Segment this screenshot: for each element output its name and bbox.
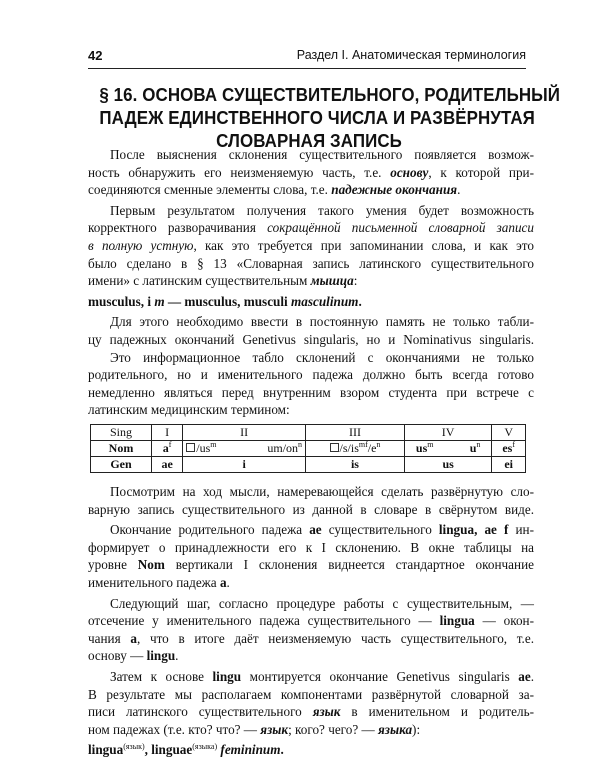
text-line: Посмотрим на ход мысли, намеревающейся сделать развёрнутую сло-	[110, 484, 534, 499]
table-cell: i	[183, 457, 306, 473]
text-line: уровне Nom вертикали I склонения виднеется стандартное окончание	[88, 557, 534, 573]
text-line: именительного падежа a.	[88, 575, 230, 590]
heading-line: ПАДЕЖ ЕДИНСТВЕННОГО ЧИСЛА И РАЗВЁРНУТАЯ	[99, 108, 535, 128]
table-row	[91, 425, 526, 441]
text-line: было сделано в § 13 «Словарная запись латинского существительного	[88, 255, 534, 271]
table-header-cell: III	[306, 425, 405, 441]
empty-ending-box	[330, 443, 339, 452]
table-row	[91, 457, 526, 473]
table-header-cell: I	[152, 425, 183, 441]
term-emphasis: основу	[390, 164, 429, 180]
dictionary-example: musculus, i m — musculus, musculi masculinum.	[88, 293, 362, 309]
empty-ending-box	[186, 443, 195, 452]
text-line: имени» с латинским существительным мышца:	[88, 273, 358, 289]
table-row-label: Nom	[91, 441, 152, 457]
page-header	[88, 46, 526, 69]
text-line: основу — lingu.	[88, 648, 179, 664]
table-row-label: Gen	[91, 457, 152, 473]
text-line: в полную устную, как это требуется при запоминании слова, и как это	[88, 238, 534, 253]
page-number: 42	[88, 48, 103, 63]
table-row-label: Sing	[91, 425, 152, 441]
term-emphasis: падежные окончания	[331, 182, 458, 198]
text-line: ность обнаружить его неизменяемую часть, т.е. основу, к которой при-	[88, 164, 534, 180]
text-line: цу падежных окончаний Genetivus singularis, но и Nominativus singularis.	[88, 332, 534, 347]
text-line: отсечение у именительного падежа существительного — lingua — окон-	[88, 613, 534, 629]
heading-line: СЛОВАРНАЯ ЗАПИСЬ	[216, 131, 402, 151]
text-line: ном падежах (т.е. кто? что? — язык; кого? чего? — языка):	[88, 721, 421, 737]
text-line: Следующий шаг, согласно процедуре работы с существительным, —	[110, 595, 534, 611]
table-cell: us	[404, 457, 492, 473]
text-line: Это информационное табло склонений с окончаниями не только	[110, 349, 534, 365]
dictionary-example: lingua$^{(язык)}$, linguae$^{(языка)}$ femininum.	[88, 742, 284, 758]
text-line: соединяются сменные элементы слова, т.е. падежные окончания.	[88, 182, 461, 198]
text-line: В результате мы располагаем компонентами развёрнутой словарной за-	[88, 686, 534, 702]
table-cell: $/s/is^{mf}/e^n$	[306, 441, 405, 457]
table-cell: is	[306, 457, 405, 473]
text-line: После выяснения склонения существительного появляется возмож-	[110, 147, 534, 162]
declension-table	[90, 424, 526, 473]
text-line: немедленно являться перед внутренним взором студента при встрече с	[88, 384, 534, 400]
running-section-title: Раздел I. Анатомическая терминология	[296, 48, 526, 62]
term-emphasis: мышца	[310, 273, 354, 289]
text-line: варную запись существительного из данной в словаре в свёрнутом виде.	[88, 501, 534, 517]
text-line: писи латинского существительного язык в именительном и родитель-	[88, 704, 534, 720]
text-line: родительного, но и именительного падежа должно быть всегда готово	[88, 367, 534, 383]
table-header-cell: V	[492, 425, 526, 441]
table-cell: $a^f$	[152, 441, 183, 457]
text-line: Для этого необходимо ввести в постоянную память не только табли-	[110, 314, 534, 330]
table-header-cell: IV	[404, 425, 492, 441]
section-heading	[99, 84, 561, 153]
text-line: Окончание родительного падежа ae существительного lingua, ae f ин-	[110, 522, 535, 538]
text-line: латинским медицинским термином:	[88, 402, 290, 418]
table-header-cell: II	[183, 425, 306, 441]
text-line: формирует о принадлежности его к I склонению. В окне таблицы на	[88, 539, 534, 555]
term-emphasis: в полную устную	[88, 238, 194, 253]
text-line: корректного разворачивания сокращённой письменной словарной записи	[88, 220, 534, 236]
term-emphasis: сокращённой письменной словарной записи	[267, 220, 534, 236]
text-line: Первым результатом получения такого умения будет возможность	[110, 202, 534, 218]
table-cell: ei	[492, 457, 526, 473]
text-line: Затем к основе lingu монтируется окончание Genetivus singularis ae.	[110, 669, 535, 684]
table-row	[91, 441, 526, 457]
table-cell: $es^f$	[492, 441, 526, 457]
table-cell: $us^m$ $u^n$	[404, 441, 492, 457]
table-cell: $/us^m$ $um/on^n$	[183, 441, 306, 457]
heading-line: § 16. ОСНОВА СУЩЕСТВИТЕЛЬНОГО, РОДИТЕЛЬНЫЙ	[99, 85, 561, 105]
table-cell: ae	[152, 457, 183, 473]
text-line: чания a, что в итоге даёт неизменяемую часть существительного, т.е.	[88, 630, 535, 646]
